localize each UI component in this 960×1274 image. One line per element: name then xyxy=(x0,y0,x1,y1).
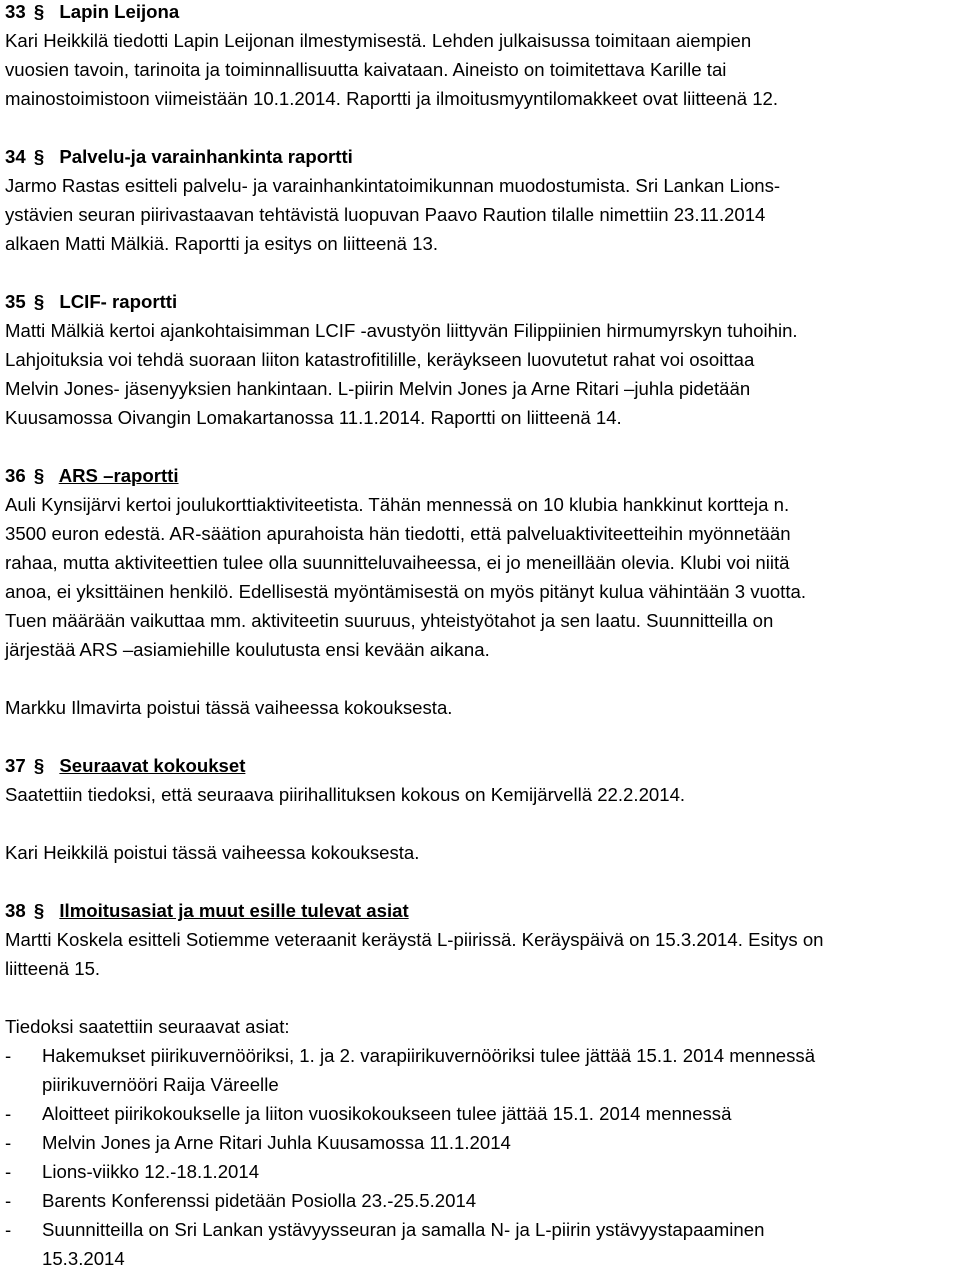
list-item xyxy=(5,1099,958,1128)
list-item-line: 15.3.2014 xyxy=(42,1248,125,1269)
section-title: LCIF- raportti xyxy=(59,291,178,312)
section-line: 3500 euron edestä. AR-säätion apurahoista hän tiedotti, että palveluaktiviteetteihin myönnetään xyxy=(5,523,791,544)
section-line: Saatettiin tiedoksi, että seuraava piirihallituksen kokous on Kemijärvellä 22.2.2014. xyxy=(5,784,686,805)
section-line: Kuusamossa Oivangin Lomakartanossa 11.1.2014. Raportti on liitteenä 14. xyxy=(5,407,622,428)
list-item-line: Aloitteet piirikokoukselle ja liiton vuosikokoukseen tulee jättää 15.1. 2014 mennessä xyxy=(42,1103,732,1124)
section-line: liitteenä 15. xyxy=(5,958,101,979)
list-item-line: Suunnitteilla on Sri Lankan ystävyysseuran ja samalla N- ja L-piirin ystävyystapaaminen xyxy=(42,1219,765,1240)
section-heading xyxy=(5,896,958,925)
list-item-line: piirikuvernööri Raija Väreelle xyxy=(42,1074,279,1095)
section-line: rahaa, mutta aktiviteettien tulee olla suunnitteluvaiheessa, ei jo meneillään olevia. Klubi voi niitä xyxy=(5,552,790,573)
list-item-line: Melvin Jones ja Arne Ritari Juhla Kuusamossa 11.1.2014 xyxy=(42,1132,511,1153)
section-title: Seuraavat kokoukset xyxy=(59,755,246,776)
section-line: Matti Mälkiä kertoi ajankohtaisimman LCIF -avustyön liittyvän Filippiinien hirmumyrskyn tuhoihin. xyxy=(5,320,798,341)
paragraph-symbol: § xyxy=(33,755,45,776)
section-line: anoa, ei yksittäinen henkilö. Edellisestä myöntämisestä on myös pitänyt kulua vähintään 3 vuotta. xyxy=(5,581,807,602)
list-item xyxy=(5,1128,958,1157)
section-heading xyxy=(5,287,958,316)
section-title: Lapin Leijona xyxy=(59,1,180,22)
info-intro: Tiedoksi saatettiin seuraavat asiat: xyxy=(5,1016,290,1037)
list-item xyxy=(5,1186,958,1215)
section-line: järjestää ARS –asiamiehille koulutusta ensi kevään aikana. xyxy=(5,639,490,660)
dash-bullet: - xyxy=(5,1190,12,1211)
section-33 xyxy=(5,0,958,113)
section-line: Melvin Jones- jäsenyyksien hankintaan. L-piirin Melvin Jones ja Arne Ritari –juhla pidetään xyxy=(5,378,751,399)
paragraph-symbol: § xyxy=(33,465,45,486)
section-line: Lahjoituksia voi tehdä suoraan liiton katastrofitilille, keräykseen luovutetut rahat voi osoittaa xyxy=(5,349,755,370)
section-number: 33 xyxy=(5,1,26,22)
section-number: 38 xyxy=(5,900,26,921)
section-36 xyxy=(5,461,958,664)
dash-bullet: - xyxy=(5,1132,12,1153)
section-heading xyxy=(5,142,958,171)
section-number: 34 xyxy=(5,146,26,167)
paragraph-symbol: § xyxy=(33,291,45,312)
dash-bullet: - xyxy=(5,1103,12,1124)
section-title: ARS –raportti xyxy=(58,465,179,486)
list-item xyxy=(5,1215,958,1273)
paragraph-symbol: § xyxy=(33,146,45,167)
section-line: Auli Kynsijärvi kertoi joulukorttiaktiviteetista. Tähän mennessä on 10 klubia hankkinut kortteja n. xyxy=(5,494,790,515)
note-ilmavirta: Markku Ilmavirta poistui tässä vaiheessa kokouksesta. xyxy=(5,697,453,718)
section-line: Martti Koskela esitteli Sotiemme veteraanit keräystä L-piirissä. Keräyspäivä on 15.3.2014. Esitys on xyxy=(5,929,824,950)
section-line: mainostoimistoon viimeistään 10.1.2014. Raportti ja ilmoitusmyyntilomakkeet ovat liitteenä 12. xyxy=(5,88,779,109)
section-number: 36 xyxy=(5,465,26,486)
dash-bullet: - xyxy=(5,1219,12,1240)
section-38 xyxy=(5,896,958,983)
section-heading xyxy=(5,751,958,780)
paragraph-symbol: § xyxy=(33,1,45,22)
section-number: 35 xyxy=(5,291,26,312)
section-35 xyxy=(5,287,958,432)
section-line: Jarmo Rastas esitteli palvelu- ja varainhankintatoimikunnan muodostumista. Sri Lankan Lions- xyxy=(5,175,781,196)
section-line: alkaen Matti Mälkiä. Raportti ja esitys on liitteenä 13. xyxy=(5,233,439,254)
section-number: 37 xyxy=(5,755,26,776)
info-list xyxy=(5,1041,958,1273)
list-item xyxy=(5,1157,958,1186)
section-title: Palvelu-ja varainhankinta raportti xyxy=(59,146,353,167)
section-heading xyxy=(5,0,958,26)
section-heading xyxy=(5,461,958,490)
section-line: Kari Heikkilä tiedotti Lapin Leijonan ilmestymisestä. Lehden julkaisussa toimitaan aiempien xyxy=(5,30,752,51)
dash-bullet: - xyxy=(5,1161,12,1182)
list-item-line: Hakemukset piirikuvernööriksi, 1. ja 2. varapiirikuvernööriksi tulee jättää 15.1. 2014 mennessä xyxy=(42,1045,816,1066)
dash-bullet: - xyxy=(5,1045,12,1066)
section-37 xyxy=(5,751,958,809)
list-item-line: Barents Konferenssi pidetään Posiolla 23.-25.5.2014 xyxy=(42,1190,477,1211)
section-line: ystävien seuran piirivastaavan tehtävistä luopuvan Paavo Raution tilalle nimettiin 23.11.2014 xyxy=(5,204,766,225)
document-page xyxy=(5,0,958,1273)
section-line: vuosien tavoin, tarinoita ja toiminnallisuutta kaivataan. Aineisto on toimitettava Karille tai xyxy=(5,59,727,80)
note-heikkila: Kari Heikkilä poistui tässä vaiheessa kokouksesta. xyxy=(5,842,420,863)
list-item xyxy=(5,1041,958,1099)
paragraph-symbol: § xyxy=(33,900,45,921)
section-34 xyxy=(5,142,958,258)
list-item-line: Lions-viikko 12.-18.1.2014 xyxy=(42,1161,260,1182)
section-line: Tuen määrään vaikuttaa mm. aktiviteetin suuruus, yhteistyötahot ja sen laatu. Suunnitteilla on xyxy=(5,610,774,631)
section-title: Ilmoitusasiat ja muut esille tulevat asiat xyxy=(59,900,409,921)
